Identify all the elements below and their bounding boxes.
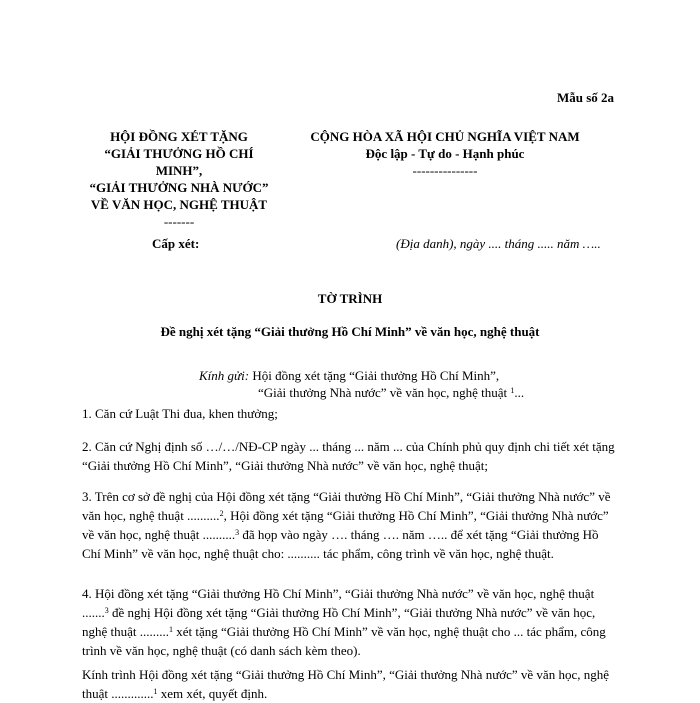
- council-line-4: “GIẢI THƯỞNG NHÀ NƯỚC”: [89, 180, 269, 195]
- paragraph-3-part-c: đã họp vào ngày …. tháng …. năm ….. để xét tặng “Giải thưởng Hồ Chí Minh” về văn học, nghệ thuật cho: .......... tác phẩm, công trình về văn học, nghệ thuật.: [82, 527, 599, 561]
- recipient-line-1: [199, 367, 524, 384]
- paragraph-1: 1. Căn cứ Luật Thi đua, khen thưởng;: [82, 406, 278, 421]
- paragraph-2: 2. Căn cứ Nghị định số …/…/NĐ-CP ngày ... tháng ... năm ... của Chính phủ quy định chi tiết xét tặng “Giải thưởng Hồ Chí Minh”, “Giải thưởng Nhà nước” về văn học, nghệ thuật;: [82, 439, 615, 473]
- paragraph-3: [82, 487, 617, 563]
- footnote-ref: 3: [235, 528, 240, 537]
- recipient-name-2-end: ...: [514, 385, 525, 400]
- paragraph-4-part-a: 4. Hội đồng xét tặng “Giải thưởng Hồ Chí Minh”, “Giải thưởng Nhà nước” về văn học, nghệ thuật .......: [82, 586, 595, 620]
- council-divider: -------: [163, 214, 195, 229]
- paragraph-5: [82, 665, 617, 703]
- recipient-name-1: Hội đồng xét tặng “Giải thưởng Hồ Chí Minh”,: [252, 368, 500, 383]
- footnote-ref: 3: [104, 606, 109, 615]
- issuing-council-header: [68, 128, 290, 230]
- footnote-ref: 1: [153, 687, 158, 696]
- paragraph-4-part-c: xét tặng “Giải thưởng Hồ Chí Minh” về văn học, nghệ thuật cho ... tác phẩm, công trình về văn học, nghệ thuật (có danh sách kèm theo).: [82, 624, 606, 658]
- council-line-3: MINH”,: [155, 163, 203, 178]
- council-line-1: HỘI ĐỒNG XÉT TẶNG: [110, 129, 248, 144]
- national-divider: ---------------: [412, 163, 478, 178]
- recipient-label: Kính gửi:: [199, 368, 250, 383]
- paragraph-5-part-b: xem xét, quyết định.: [157, 686, 268, 701]
- recipient-line-2: [199, 384, 524, 401]
- level-label: Cấp xét:: [152, 236, 200, 251]
- document-title: TỜ TRÌNH: [317, 291, 383, 306]
- document-subtitle: Đề nghị xét tặng “Giải thưởng Hồ Chí Minh” về văn học, nghệ thuật: [160, 324, 540, 339]
- paragraph-3-part-a: 3. Trên cơ sở đề nghị của Hội đồng xét tặng “Giải thưởng Hồ Chí Minh”, “Giải thưởng Nhà nước” về văn học, nghệ thuật ..........: [82, 489, 611, 523]
- paragraph-4: [82, 584, 617, 660]
- paragraph-4-part-b: đề nghị Hội đồng xét tặng “Giải thưởng Hồ Chí Minh”, “Giải thưởng Nhà nước” về văn học, nghệ thuật .........: [82, 605, 596, 639]
- form-code: Mẫu số 2a: [557, 90, 615, 105]
- council-line-2: “GIẢI THƯỞNG HỒ CHÍ: [104, 146, 254, 161]
- paragraph-5-part-a: Kính trình Hội đồng xét tặng “Giải thưởng Hồ Chí Minh”, “Giải thưởng Nhà nước” về văn học, nghệ thuật .............: [82, 667, 609, 701]
- footnote-ref: 2: [219, 509, 224, 518]
- council-line-5: VỀ VĂN HỌC, NGHỆ THUẬT: [90, 197, 268, 212]
- paragraph-3-part-b: , Hội đồng xét tặng “Giải thưởng Hồ Chí Minh”, “Giải thưởng Nhà nước” về văn học, nghệ thuật ..........: [82, 508, 609, 542]
- recipient-name-2: “Giải thưởng Nhà nước” về văn học, nghệ thuật: [258, 385, 511, 400]
- national-header: [290, 128, 600, 179]
- country-name: CỘNG HÒA XÃ HỘI CHỦ NGHĨA VIỆT NAM: [310, 129, 580, 144]
- place-date: (Địa danh), ngày .... tháng ..... năm …..: [396, 236, 601, 251]
- recipient-block: [199, 367, 524, 401]
- footnote-ref: 1: [169, 625, 174, 634]
- footnote-ref: 1: [510, 386, 515, 395]
- national-motto: Độc lập - Tự do - Hạnh phúc: [365, 146, 525, 161]
